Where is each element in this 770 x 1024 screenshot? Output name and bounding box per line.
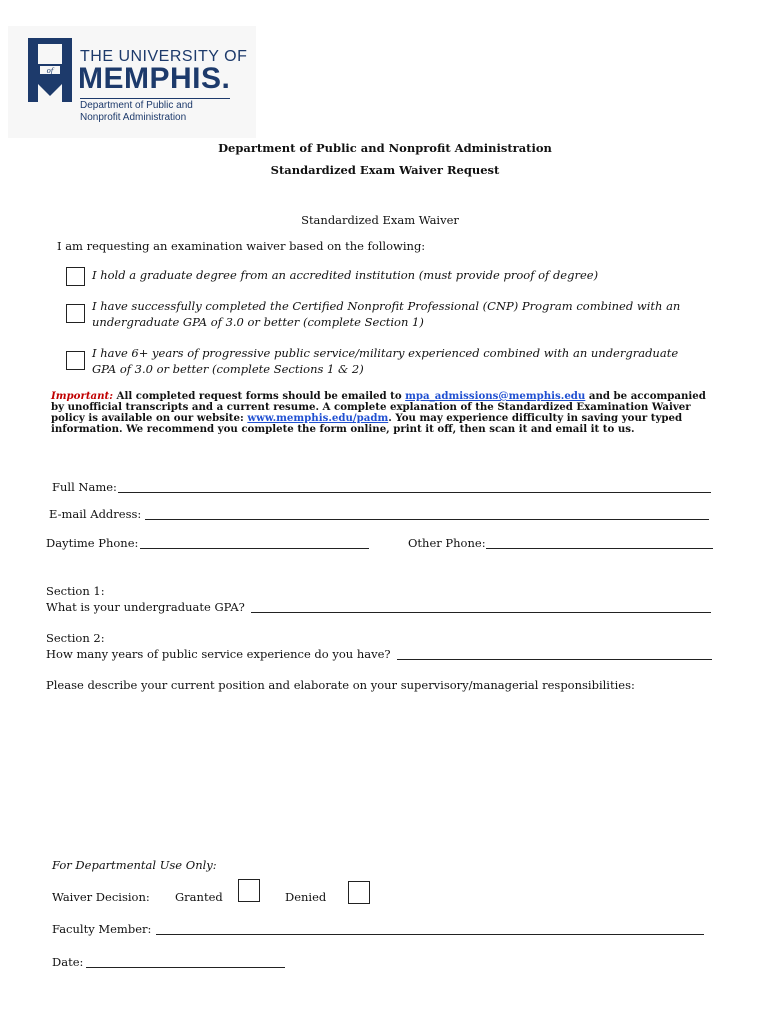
date-field[interactable]: [86, 967, 285, 968]
email-label: E-mail Address:: [49, 507, 142, 521]
form-title: Standardized Exam Waiver Request: [270, 163, 500, 177]
gpa-field[interactable]: [251, 612, 711, 613]
waiver-decision-label: Waiver Decision:: [52, 890, 150, 904]
daytime-phone-label: Daytime Phone:: [46, 536, 139, 550]
option-graduate-degree-label: I hold a graduate degree from an accredited institution (must provide proof of degree): [92, 268, 599, 282]
important-text-3: . You may experience difficulty in saving your typed information. We recommend you complete the form online, print it off, then scan it and email it to us.: [51, 412, 683, 435]
section2-heading: Section 2:: [46, 631, 105, 645]
intro-text: I am requesting an examination waiver based on the following:: [57, 239, 426, 253]
university-logo: [8, 26, 256, 138]
departmental-use-heading: For Departmental Use Only:: [52, 858, 217, 872]
logo-memphis: MEMPHIS.: [78, 62, 231, 95]
denied-label: Denied: [285, 890, 327, 904]
um-monogram: [28, 38, 72, 102]
logo-dept-line2: Nonprofit Administration: [80, 112, 187, 123]
important-text-2: and be accompanied by unofficial transcripts and a current resume. A complete explanation of the Standardized Examination Waiver policy is available on our website:: [51, 390, 706, 424]
logo-university-of: THE UNIVERSITY OF: [80, 48, 248, 65]
date-label: Date:: [52, 955, 84, 969]
experience-question: How many years of public service experience do you have?: [46, 647, 391, 661]
faculty-member-label: Faculty Member:: [52, 922, 152, 936]
important-text-1: All completed request forms should be emailed to: [113, 390, 406, 402]
experience-field[interactable]: [397, 659, 712, 660]
option-cnp-label-line1: I have successfully completed the Certified Nonprofit Professional (CNP) Program combined with an: [92, 299, 681, 313]
option-experience-checkbox[interactable]: [66, 351, 85, 370]
department-heading: Department of Public and Nonprofit Administration: [218, 141, 552, 155]
granted-label: Granted: [175, 890, 223, 904]
section-heading: Standardized Exam Waiver: [301, 213, 459, 227]
other-phone-label: Other Phone:: [408, 536, 486, 550]
describe-prompt: Please describe your current position and elaborate on your supervisory/managerial responsibilities:: [46, 678, 635, 692]
section1-heading: Section 1:: [46, 584, 105, 598]
daytime-phone-field[interactable]: [140, 548, 369, 549]
admissions-email-link[interactable]: mpa_admissions@memphis.edu: [405, 390, 586, 402]
option-graduate-degree-checkbox[interactable]: [66, 267, 85, 286]
option-cnp-checkbox[interactable]: [66, 304, 85, 323]
logo-divider: [80, 98, 230, 99]
email-field[interactable]: [145, 519, 709, 520]
faculty-member-field[interactable]: [156, 934, 704, 935]
important-label: Important:: [51, 390, 114, 402]
full-name-label: Full Name:: [52, 480, 117, 494]
other-phone-field[interactable]: [486, 548, 713, 549]
important-notice: [51, 391, 711, 435]
gpa-question: What is your undergraduate GPA?: [46, 600, 245, 614]
full-name-field[interactable]: [118, 492, 711, 493]
monogram-of-text: of: [46, 67, 54, 75]
option-cnp-label-line2: undergraduate GPA of 3.0 or better (complete Section 1): [92, 315, 424, 329]
denied-checkbox[interactable]: [348, 881, 370, 904]
logo-dept-line1: Department of Public and: [80, 100, 193, 111]
option-experience-label-line2: GPA of 3.0 or better (complete Sections 1 & 2): [92, 362, 364, 376]
granted-checkbox[interactable]: [238, 879, 260, 902]
option-experience-label-line1: I have 6+ years of progressive public service/military experienced combined with an undergraduate: [92, 346, 679, 360]
describe-response-area[interactable]: [46, 698, 712, 848]
website-link[interactable]: www.memphis.edu/padm: [247, 412, 389, 424]
